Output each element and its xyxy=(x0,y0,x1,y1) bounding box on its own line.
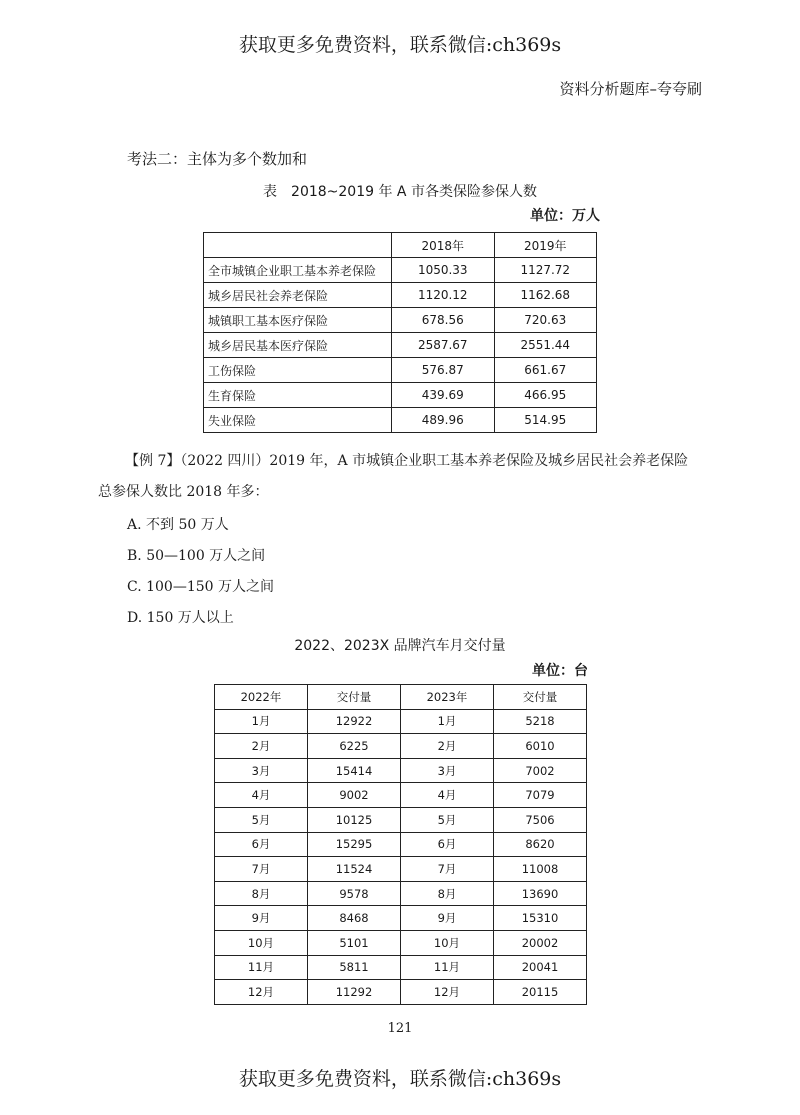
question-stem: 【例 7】（2022 四川）2019 年，A 市城镇企业职工基本养老保险及城乡居民社会养老保险 xyxy=(125,453,689,469)
month-cell: 3月 xyxy=(215,758,308,783)
cell-value: 10125 xyxy=(308,807,401,832)
table-row xyxy=(204,283,597,308)
header-cell: 2018年 xyxy=(392,233,494,258)
cell-value: 1050.33 xyxy=(392,258,494,283)
table-row xyxy=(215,857,587,882)
table-row xyxy=(204,258,597,283)
row-label: 全市城镇企业职工基本养老保险 xyxy=(204,258,392,283)
month-cell: 2月 xyxy=(401,734,494,759)
cell-value: 720.63 xyxy=(494,308,597,333)
method-heading: 考法二：主体为多个数加和 xyxy=(127,150,308,168)
month-cell: 5月 xyxy=(401,807,494,832)
month-cell: 4月 xyxy=(401,783,494,808)
table2-title: 2022、2023X 品牌汽车月交付量 xyxy=(294,638,506,654)
header-cell: 2022年 xyxy=(215,685,308,710)
bottom-banner: 获取更多免费资料，联系微信:ch369s xyxy=(238,1068,562,1090)
cell-value: 6225 xyxy=(308,734,401,759)
table1-unit: 单位：万人 xyxy=(530,208,600,224)
cell-value: 20002 xyxy=(494,930,587,955)
table1-title: 表 2018~2019 年 A 市各类保险参保人数 xyxy=(263,184,537,200)
cell-value: 15310 xyxy=(494,906,587,931)
table-row xyxy=(215,832,587,857)
row-label: 生育保险 xyxy=(204,383,392,408)
cell-value: 8468 xyxy=(308,906,401,931)
cell-value: 1120.12 xyxy=(392,283,494,308)
cell-value: 20041 xyxy=(494,955,587,980)
month-cell: 12月 xyxy=(215,980,308,1005)
header-cell: 交付量 xyxy=(308,685,401,710)
row-label: 城镇职工基本医疗保险 xyxy=(204,308,392,333)
cell-value: 661.67 xyxy=(494,358,597,383)
cell-value: 11292 xyxy=(308,980,401,1005)
option-c: C. 100—150 万人之间 xyxy=(127,579,275,595)
cell-value: 5218 xyxy=(494,709,587,734)
row-label: 工伤保险 xyxy=(204,358,392,383)
month-cell: 6月 xyxy=(215,832,308,857)
cell-value: 514.95 xyxy=(494,408,597,433)
cell-value: 1162.68 xyxy=(494,283,597,308)
top-banner: 获取更多免费资料，联系微信:ch369s xyxy=(238,34,562,56)
cell-value: 466.95 xyxy=(494,383,597,408)
month-cell: 10月 xyxy=(401,930,494,955)
cell-value: 11008 xyxy=(494,857,587,882)
table-row xyxy=(215,783,587,808)
month-cell: 12月 xyxy=(401,980,494,1005)
month-cell: 11月 xyxy=(401,955,494,980)
page-number: 121 xyxy=(387,1021,413,1036)
cell-value: 678.56 xyxy=(392,308,494,333)
table-row xyxy=(215,906,587,931)
cell-value: 20115 xyxy=(494,980,587,1005)
table-row xyxy=(215,930,587,955)
cell-value: 2551.44 xyxy=(494,333,597,358)
month-cell: 1月 xyxy=(401,709,494,734)
car-delivery-table xyxy=(214,684,587,1005)
month-cell: 7月 xyxy=(215,857,308,882)
cell-value: 5101 xyxy=(308,930,401,955)
row-label: 城乡居民基本医疗保险 xyxy=(204,333,392,358)
cell-value: 489.96 xyxy=(392,408,494,433)
question-stem-continued: 总参保人数比 2018 年多： xyxy=(98,484,269,500)
cell-value: 6010 xyxy=(494,734,587,759)
month-cell: 8月 xyxy=(401,881,494,906)
table-row xyxy=(215,955,587,980)
header-cell xyxy=(204,233,392,258)
cell-value: 5811 xyxy=(308,955,401,980)
table-row xyxy=(204,308,597,333)
month-cell: 6月 xyxy=(401,832,494,857)
month-cell: 8月 xyxy=(215,881,308,906)
cell-value: 2587.67 xyxy=(392,333,494,358)
table-row xyxy=(204,358,597,383)
row-label: 城乡居民社会养老保险 xyxy=(204,283,392,308)
cell-value: 7506 xyxy=(494,807,587,832)
month-cell: 9月 xyxy=(215,906,308,931)
option-d: D. 150 万人以上 xyxy=(127,610,234,626)
table-row xyxy=(215,734,587,759)
month-cell: 9月 xyxy=(401,906,494,931)
table-header-row xyxy=(215,685,587,710)
month-cell: 11月 xyxy=(215,955,308,980)
table-row xyxy=(204,383,597,408)
table-header-row xyxy=(204,233,597,258)
table-row xyxy=(204,408,597,433)
option-a: A. 不到 50 万人 xyxy=(127,517,229,533)
cell-value: 13690 xyxy=(494,881,587,906)
month-cell: 2月 xyxy=(215,734,308,759)
cell-value: 9002 xyxy=(308,783,401,808)
header-cell: 交付量 xyxy=(494,685,587,710)
cell-value: 7079 xyxy=(494,783,587,808)
cell-value: 1127.72 xyxy=(494,258,597,283)
month-cell: 4月 xyxy=(215,783,308,808)
subject-header: 资料分析题库–夸夸刷 xyxy=(559,80,702,98)
month-cell: 5月 xyxy=(215,807,308,832)
table2-unit: 单位：台 xyxy=(532,663,588,679)
cell-value: 576.87 xyxy=(392,358,494,383)
insurance-table xyxy=(203,232,597,433)
cell-value: 12922 xyxy=(308,709,401,734)
cell-value: 11524 xyxy=(308,857,401,882)
month-cell: 10月 xyxy=(215,930,308,955)
table-row xyxy=(215,980,587,1005)
table-row xyxy=(215,709,587,734)
table-row xyxy=(215,758,587,783)
option-b: B. 50—100 万人之间 xyxy=(127,548,266,564)
cell-value: 15295 xyxy=(308,832,401,857)
header-cell: 2019年 xyxy=(494,233,597,258)
cell-value: 15414 xyxy=(308,758,401,783)
month-cell: 3月 xyxy=(401,758,494,783)
table-row xyxy=(215,881,587,906)
month-cell: 1月 xyxy=(215,709,308,734)
month-cell: 7月 xyxy=(401,857,494,882)
table-row xyxy=(204,333,597,358)
header-cell: 2023年 xyxy=(401,685,494,710)
cell-value: 439.69 xyxy=(392,383,494,408)
row-label: 失业保险 xyxy=(204,408,392,433)
cell-value: 7002 xyxy=(494,758,587,783)
cell-value: 9578 xyxy=(308,881,401,906)
cell-value: 8620 xyxy=(494,832,587,857)
table-row xyxy=(215,807,587,832)
